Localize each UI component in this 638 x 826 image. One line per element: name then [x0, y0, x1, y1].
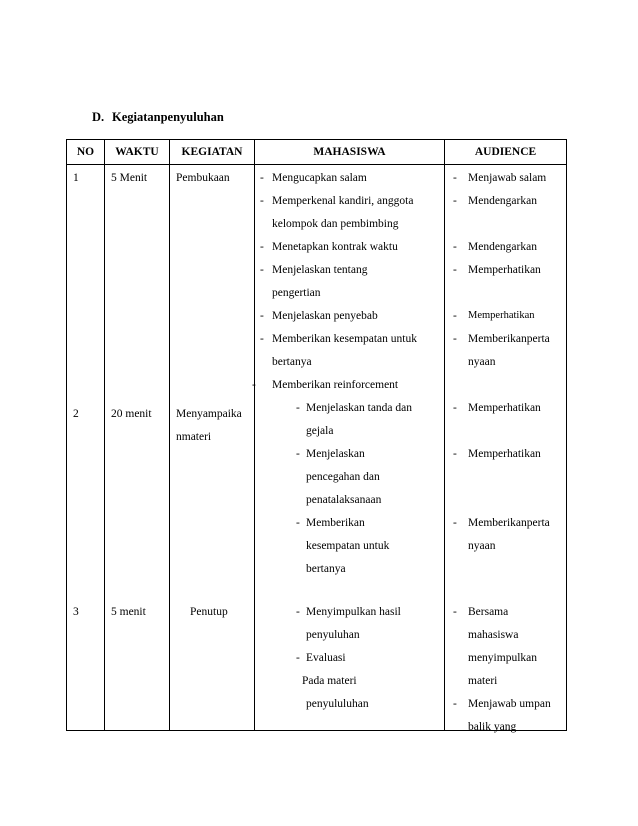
bullet-dash: -	[296, 606, 300, 618]
no-column	[67, 165, 105, 731]
bullet-dash: -	[260, 333, 264, 345]
kegiatan-column	[170, 165, 255, 731]
mhs-r2-i1-l2: gejala	[306, 425, 334, 437]
mahasiswa-column	[252, 165, 445, 731]
bullet-dash: -	[296, 517, 300, 529]
aud-r3-i1-l1: Bersama	[468, 606, 509, 618]
row3-kegiatan: Penutup	[190, 606, 228, 618]
mhs-r2-i3-l2: kesempatan untuk	[306, 540, 390, 552]
row2-no: 2	[73, 408, 79, 420]
bullet-dash: -	[260, 172, 264, 184]
bullet-dash: -	[296, 448, 300, 460]
aud-r3-i2-l2: balik yang	[468, 721, 517, 733]
mhs-r1-i2-l2: kelompok dan pembimbing	[272, 218, 399, 230]
row1-waktu: 5 Menit	[111, 172, 148, 184]
bullet-dash: -	[453, 172, 457, 184]
header-waktu: WAKTU	[105, 140, 170, 165]
mhs-r1-i5: Menjelaskan penyebab	[272, 310, 378, 322]
mhs-r1-i1: Mengucapkan salam	[272, 172, 367, 184]
mhs-r1-i6-l1: Memberikan kesempatan untuk	[272, 333, 417, 345]
aud-r1-i6-l2: nyaan	[468, 356, 496, 368]
aud-r1-i3: Mendengarkan	[468, 241, 537, 253]
section-heading	[92, 110, 224, 125]
waktu-column	[105, 165, 170, 731]
mhs-r1-i7: Memberikan reinforcement	[272, 379, 399, 391]
header-no: NO	[67, 140, 105, 165]
header-audience: AUDIENCE	[445, 140, 567, 165]
mhs-r3-i2-l1: Evaluasi	[306, 652, 346, 664]
aud-r1-i1: Menjawab salam	[468, 172, 547, 184]
mhs-r2-i2-l2: pencegahan dan	[306, 471, 380, 483]
bullet-dash: -	[296, 402, 300, 414]
aud-r1-i2: Mendengarkan	[468, 195, 537, 207]
bullet-dash: -	[260, 241, 264, 253]
bullet-dash: -	[453, 698, 457, 710]
mhs-r3-i1-l1: Menyimpulkan hasil	[306, 606, 401, 618]
activity-table	[66, 139, 567, 731]
aud-r2-i3-l1: Memberikanperta	[468, 517, 550, 529]
audience-column	[445, 165, 567, 731]
bullet-dash: -	[453, 333, 457, 345]
row3-no: 3	[73, 606, 79, 618]
table-body-row	[67, 165, 567, 731]
aud-r1-i5: Memperhatikan	[468, 310, 535, 321]
aud-r3-i1-l3: menyimpulkan	[468, 652, 537, 664]
mhs-r1-i6-l2: bertanya	[272, 356, 312, 368]
mhs-r3-i2-l3: penyululuhan	[306, 698, 369, 710]
row3-waktu: 5 menit	[111, 606, 146, 618]
mhs-r2-i3-l1: Memberikan	[306, 517, 365, 529]
row2-kegiatan-line2: nmateri	[176, 431, 212, 443]
bullet-dash: -	[296, 652, 300, 664]
mhs-r1-i3: Menetapkan kontrak waktu	[272, 241, 398, 253]
mhs-r1-i4-l1: Menjelaskan tentang	[272, 264, 368, 276]
section-number: D.	[92, 110, 105, 124]
aud-r1-i6-l1: Memberikanperta	[468, 333, 550, 345]
mhs-r2-i2-l3: penatalaksanaan	[306, 494, 382, 506]
row1-no: 1	[73, 172, 79, 184]
mhs-r1-i4-l2: pengertian	[272, 287, 321, 299]
bullet-dash: -	[453, 241, 457, 253]
row1-kegiatan: Pembukaan	[176, 172, 230, 184]
row2-waktu: 20 menit	[111, 408, 152, 420]
bullet-dash: -	[453, 402, 457, 414]
bullet-dash: -	[260, 264, 264, 276]
aud-r3-i1-l2: mahasiswa	[468, 629, 519, 641]
header-mahasiswa: MAHASISWA	[255, 140, 445, 165]
aud-r1-i4: Memperhatikan	[468, 264, 541, 276]
bullet-dash: -	[260, 195, 264, 207]
mhs-r1-i2-l1: Memperkenal kandiri, anggota	[272, 195, 414, 207]
aud-r2-i1: Memperhatikan	[468, 402, 541, 414]
header-kegiatan: KEGIATAN	[170, 140, 255, 165]
aud-r3-i1-l4: materi	[468, 675, 498, 687]
mhs-r3-i2-l2: Pada materi	[302, 675, 357, 687]
section-title: Kegiatanpenyuluhan	[112, 110, 224, 124]
bullet-dash: -	[453, 517, 457, 529]
bullet-dash: -	[453, 606, 457, 618]
bullet-dash: -	[453, 310, 457, 322]
bullet-dash: -	[453, 195, 457, 207]
aud-r2-i2: Memperhatikan	[468, 448, 541, 460]
bullet-dash: -	[453, 264, 457, 276]
mhs-r2-i2-l1: Menjelaskan	[306, 448, 365, 460]
bullet-dash: -	[453, 448, 457, 460]
aud-r2-i3-l2: nyaan	[468, 540, 496, 552]
table-header-row	[67, 140, 567, 165]
aud-r3-i2-l1: Menjawab umpan	[468, 698, 551, 710]
mhs-r3-i1-l2: penyuluhan	[306, 629, 360, 641]
mhs-r2-i1-l1: Menjelaskan tanda dan	[306, 402, 413, 414]
row2-kegiatan-line1: Menyampaika	[176, 408, 242, 420]
bullet-dash: -	[252, 379, 256, 391]
mhs-r2-i3-l3: bertanya	[306, 563, 346, 575]
bullet-dash: -	[260, 310, 264, 322]
